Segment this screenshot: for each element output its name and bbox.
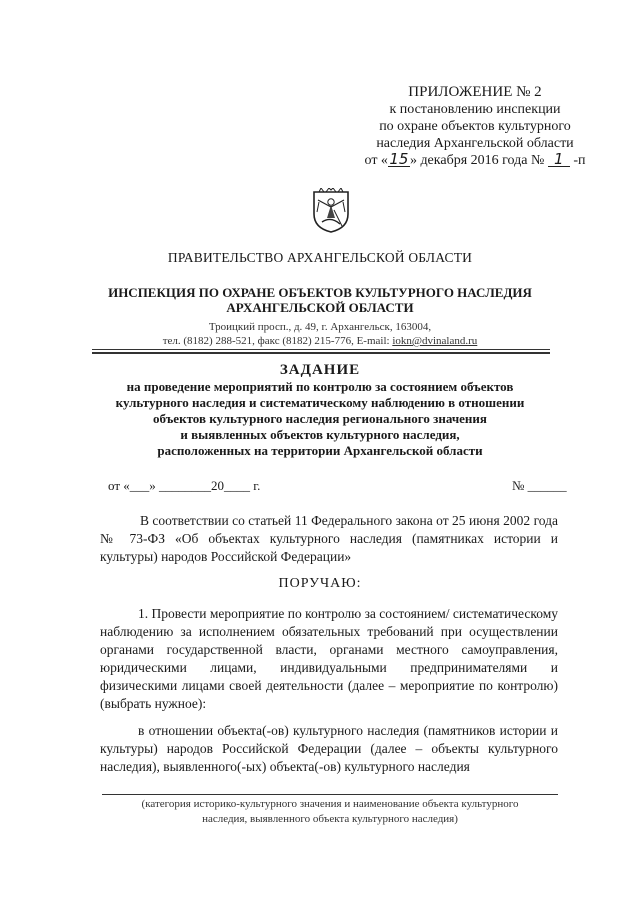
subtitle-line-1: на проведение мероприятий по контролю за состоянием объектов [126, 379, 514, 394]
fill-in-caption [100, 797, 560, 827]
appendix-date-line [330, 152, 620, 169]
fill-in-line [102, 794, 558, 795]
fill-in-caption-line-2: наследия, выявленного объекта культурного наследия) [202, 813, 458, 825]
inspection-heading [100, 285, 540, 315]
appendix-suffix: -п [573, 153, 586, 168]
address-line-2 [120, 334, 520, 348]
appendix-title: ПРИЛОЖЕНИЕ № 2 [408, 84, 542, 100]
email-link[interactable]: iokn@dvinaland.ru [392, 335, 478, 347]
objects-paragraph: в отношении объекта(-ов) культурного наследия (памятников истории и культуры) народов Российской Федерации (далее – объекты культурного наследия), выявленного(-ых) объекта(-ов) культурного наследия [100, 723, 558, 774]
preamble-paragraph: В соответствии со статьей 11 Федерального закона от 25 июня 2002 года № 73-ФЗ «Об объектах культурного наследия (памятниках истории и культуры) народов Российской Федерации» [100, 513, 558, 564]
government-heading: ПРАВИТЕЛЬСТВО АРХАНГЕЛЬСКОЙ ОБЛАСТИ [167, 250, 473, 265]
address-line-1: Троицкий просп., д. 49, г. Архангельск, 163004, [208, 321, 432, 333]
appendix-block [330, 84, 620, 169]
task-number-line: № ______ [512, 478, 567, 493]
item-1-paragraph: 1. Провести мероприятие по контролю за состоянием/ систематическому наблюдению за исполнением обязательных требований при осуществлении органами государственной власти, органами местного самоуправления, юридическими лицами, индивидуальными предпринимателями и физическими лицами своей деятельности (далее – мероприятие по контролю) (выбрать нужное): [100, 606, 558, 711]
document-title: ЗАДАНИЕ [279, 362, 361, 378]
appendix-number-handwritten: 1 [548, 152, 570, 167]
subtitle-line-2: культурного наследия и систематическому наблюдению в отношении [115, 395, 525, 410]
archangelsk-coat-of-arms-icon [310, 188, 352, 234]
appendix-line-3: наследия Архангельской области [376, 136, 574, 151]
address-block [120, 320, 520, 348]
subtitle-line-3: объектов культурного наследия регионального значения [153, 411, 487, 426]
contacts-text: тел. (8182) 288-521, факс (8182) 215-776, E-mail: [162, 335, 393, 347]
appendix-day-handwritten: 15 [389, 150, 409, 168]
appendix-date-mid: » декабря 2016 года № [409, 153, 545, 168]
appendix-line-1: к постановлению инспекции [389, 102, 561, 117]
subtitle-line-5: расположенных на территории Архангельской области [157, 443, 483, 458]
inspection-heading-line-2: АРХАНГЕЛЬСКОЙ ОБЛАСТИ [226, 300, 414, 315]
order-heading: ПОРУЧАЮ: [278, 576, 362, 591]
appendix-line-2: по охране объектов культурного [379, 119, 571, 134]
subtitle-line-4: и выявленных объектов культурного наследия, [180, 427, 460, 442]
document-subtitle [95, 379, 545, 459]
inspection-heading-line-1: ИНСПЕКЦИЯ ПО ОХРАНЕ ОБЪЕКТОВ КУЛЬТУРНОГО НАСЛЕДИЯ [108, 285, 532, 300]
fill-in-caption-line-1: (категория историко-культурного значения и наименование объекта культурного [141, 798, 519, 810]
header-divider-thin [92, 349, 550, 350]
header-divider-thick [92, 352, 550, 354]
task-date-line: от «___» ________20____ г. [108, 478, 261, 493]
appendix-date-prefix: от « [364, 153, 388, 168]
